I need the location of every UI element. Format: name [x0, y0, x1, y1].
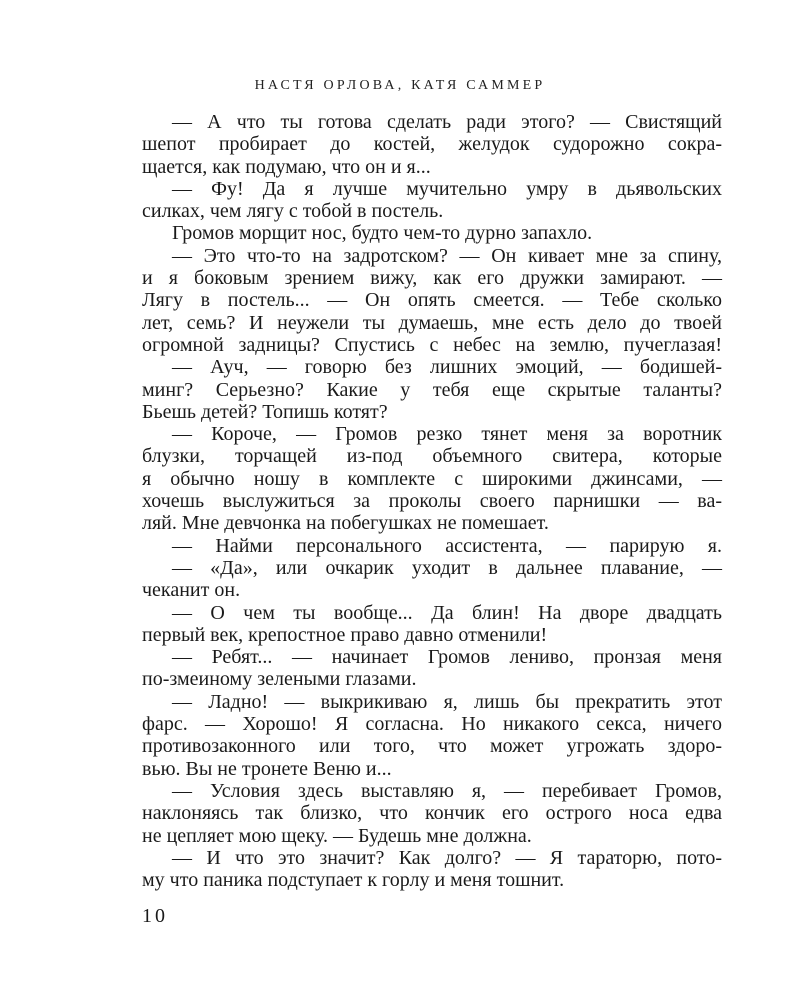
body-text [142, 111, 722, 891]
text-line: — И что это значит? Как долго? — Я тараторю, пото- [172, 846, 722, 869]
text-line: — Это что-то на задротском? — Он кивает мне за спину, [172, 244, 722, 267]
text-line: противозаконного или того, что может угрожать здоро- [142, 735, 722, 758]
text-line: му что паника подступает к горлу и меня тошнит. [142, 869, 565, 892]
text-line: по-змеиному зелеными глазами. [142, 668, 417, 691]
text-line: — Найми персонального ассистента, — парирую я. [172, 534, 722, 557]
text-line: фарс. — Хорошо! Я согласна. Но никакого секса, ничего [142, 713, 722, 736]
text-line: и я боковым зрением вижу, как его дружки замирают. — [142, 267, 722, 290]
text-line: огромной задницы? Спустись с небес на землю, пучеглазая! [142, 333, 722, 356]
text-line: чеканит он. [142, 579, 241, 602]
text-line: минг? Серьезно? Какие у тебя еще скрытые таланты? [142, 378, 722, 401]
text-line: Громов морщит нос, будто чем-то дурно запахло. [172, 222, 593, 245]
text-line: Лягу в постель... — Он опять смеется. — Тебе сколько [142, 289, 722, 312]
text-line: я обычно ношу в комплекте с широкими джинсами, — [142, 467, 722, 490]
page-number: 10 [142, 905, 168, 927]
text-line: вью. Вы не тронете Веню и... [142, 757, 392, 780]
text-line: — Короче, — Громов резко тянет меня за воротник [172, 423, 722, 446]
text-line: силках, чем лягу с тобой в постель. [142, 200, 444, 223]
text-line: щается, как подумаю, что он и я... [142, 155, 431, 178]
text-line: — А что ты готова сделать ради этого? — Свистящий [172, 111, 722, 133]
running-header: НАСТЯ ОРЛОВА, КАТЯ САММЕР [254, 78, 546, 93]
text-line: — Фу! Да я лучше мучительно умру в дьявольских [172, 177, 722, 200]
text-line: — Ауч, — говорю без лишних эмоций, — бодишей- [172, 356, 722, 379]
text-line: — «Да», или очкарик уходит в дальнее плавание, — [172, 556, 722, 579]
text-line: первый век, крепостное право давно отменили! [142, 623, 548, 646]
text-line: лет, семь? И неужели ты думаешь, мне есть дело до твоей [142, 311, 722, 334]
text-line: — О чем ты вообще... Да блин! На дворе двадцать [172, 601, 722, 624]
text-line: блузки, торчащей из-под объемного свитера, которые [142, 445, 722, 468]
text-line: не цепляет мою щеку. — Будешь мне должна. [142, 824, 532, 847]
text-line: — Ребят... — начинает Громов лениво, пронзая меня [172, 646, 722, 669]
text-line: хочешь выслужиться за проколы своего парнишки — ва- [142, 490, 722, 513]
text-line: — Ладно! — выкрикиваю я, лишь бы прекратить этот [172, 690, 722, 713]
text-line: ляй. Мне девчонка на побегушках не помешает. [142, 512, 549, 535]
text-line: Бьешь детей? Топишь котят? [142, 400, 388, 423]
text-line: шепот пробирает до костей, желудок судорожно сокра- [142, 133, 722, 156]
text-line: — Условия здесь выставляю я, — перебивает Громов, [172, 779, 722, 802]
text-line: наклоняясь так близко, что кончик его острого носа едва [142, 802, 722, 825]
